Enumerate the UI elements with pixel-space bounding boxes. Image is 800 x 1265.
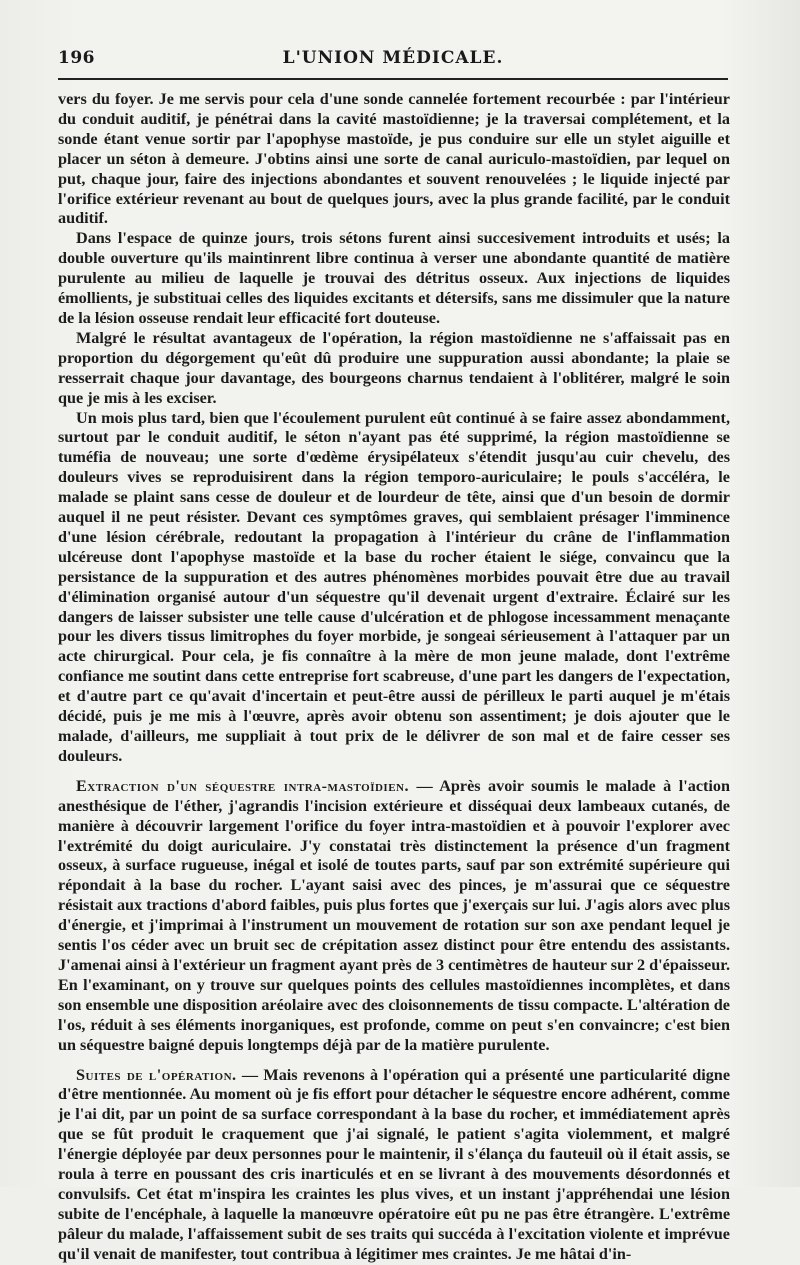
running-title: L'UNION MÉDICALE. [282, 48, 504, 68]
page-number: 196 [58, 48, 95, 68]
paragraph: vers du foyer. Je me servis pour cela d'une sonde cannelée fortement recourbée : par l'intérieur du conduit auditif, je pénétrai dans la cavité mastoïdienne; je la traversai complétement, et la sonde étant venue sortir par l'apophyse mastoïde, je pus conduire sur elle un stylet aiguille et placer un séton à demeure. J'obtins ainsi une sorte de canal auriculo-mastoïdien, par lequel on put, chaque jour, faire des injections abondantes et souvent renouvelées ; le liquide injecté par l'orifice extérieur revenant au bout de quelques jours, avec la plus grande facilité, par le conduit auditif. [58, 90, 730, 228]
section-extraction [58, 777, 730, 1056]
article-body [58, 90, 730, 1265]
page-header [58, 46, 728, 72]
section-suites [58, 1066, 730, 1265]
section-heading: Suites de l'opération. [76, 1065, 237, 1084]
section-heading: Extraction d'un séquestre intra-mastoïdien. [76, 776, 410, 795]
paragraph: Malgré le résultat avantageux de l'opération, la région mastoïdienne ne s'affaissait pas en proportion du dégorgement qu'eût dû produire une suppuration aussi abondante; la plaie se resserrait chaque jour davantage, des bourgeons charnus tendaient à l'oblitérer, malgré le soin que je mis à les exciser. [58, 328, 730, 407]
paragraph: Dans l'espace de quinze jours, trois sétons furent ainsi succesivement introduits et usés; la double ouverture qu'ils maintinrent libre continua à verser une abondante quantité de matière purulente au milieu de laquelle je trouvai des détritus osseux. Aux injections de liquides émollients, je substituai celles des liquides excitants et détersifs, sans me dissimuler que la nature de la lésion osseuse rendait leur efficacité fort douteuse. [58, 229, 730, 327]
header-rule [58, 78, 728, 80]
paragraph: Un mois plus tard, bien que l'écoulement purulent eût continué à se faire assez abondamment, surtout par le conduit auditif, le séton n'ayant pas été supprimé, la région mastoïdienne se tuméfia de nouveau; une sorte d'œdème érysipélateux s'étendit jusqu'au cuir chevelu, des douleurs vives se reproduisirent dans la région temporo-auriculaire; le pouls s'accéléra, le malade se plaint sans cesse de douleur et de lourdeur de tête, ainsi que d'un besoin de dormir auquel il ne peut résister. Devant ces symptômes graves, qui semblaient présager l'imminence d'une lésion cérébrale, redoutant la propagation à l'intérieur du crâne de l'inflammation ulcéreuse dont l'apophyse mastoïde et la base du rocher étaient le siége, convaincu que la persistance de la suppuration et des autres phénomènes morbides pouvait être due au travail d'élimination organisé autour d'un séquestre qu'il devenait urgent d'extraire. Éclairé sur les dangers de laisser subsister une telle cause d'ulcération et de phlogose incessamment menaçante pour les divers tissus limitrophes du foyer morbide, je songeai sérieusement à l'attaquer par un acte chirurgical. Pour cela, je fis connaître à la mère de mon jeune malade, dont l'extrême confiance me soutint dans cette entreprise fort scabreuse, d'une part les dangers de l'expectation, et d'autre part ce qu'avait d'incertain et peut-être aussi de périlleux le parti auquel je m'étais décidé, puis je me mis à l'œuvre, après avoir obtenu son assentiment; je dois ajouter que le malade, d'ailleurs, me suppliait à tout prix de le délivrer de son mal et de faire cesser ses douleurs. [58, 408, 730, 765]
section-text: — Après avoir soumis le malade à l'action anesthésique de l'éther, j'agrandis l'incision extérieure et disséquai deux lambeaux cutanés, de manière à découvrir largement l'orifice du foyer intra-mastoïdien et à pouvoir l'explorer avec l'extrémité du doigt auriculaire. J'y constatai très distinctement la présence d'un fragment osseux, à surface rugueuse, inégal et isolé de toutes parts, sauf par son extrémité supérieure qui répondait à la base du rocher. L'ayant saisi avec des pinces, je m'assurai que ce séquestre résistait aux tractions d'abord faibles, puis plus fortes que j'exerçais sur lui. J'agis alors avec plus d'énergie, et j'imprimai à l'instrument un mouvement de rotation sur son axe pendant lequel je sentis l'os céder avec un bruit sec de crépitation assez distinct pour être entendu des assistants. J'amenai ainsi à l'extérieur un fragment ayant près de 3 centimètres de hauteur sur 2 d'épaisseur. En l'examinant, on y trouve sur quelques points des cellules mastoïdiennes incomplètes, et dans son ensemble une disposition aréolaire avec des cloisonnements de tissu compacte. L'altération de l'os, réduit à ses éléments inorganiques, est profonde, comme on peut s'en convaincre; c'est bien un séquestre baigné depuis longtemps déjà par de la matière purulente. [58, 776, 730, 1054]
section-text: — Mais revenons à l'opération qui a présenté une particularité digne d'être mentionnée. Au moment où je fis effort pour détacher le séquestre encore adhérent, comme je l'ai dit, par un point de sa surface correspondant à la base du rocher, et immédiatement après que se fût produit le craquement que j'ai signalé, le patient s'agita violemment, et malgré l'énergie déployée par deux personnes pour le maintenir, il s'élança du fauteuil où il était assis, se roula à terre en poussant des cris inarticulés et en se livrant à des mouvements désordonnés et convulsifs. Cet état m'inspira les craintes les plus vives, et un instant j'appréhendai une lésion subite de l'encéphale, à laquelle la manœuvre opératoire eût pu ne pas être étrangère. L'extrême pâleur du malade, l'affaissement subit de ses traits qui succéda à l'excitation violente et imprévue qu'il venait de manifester, tout contribua à légitimer mes craintes. Je me hâtai d'in- [58, 1065, 730, 1263]
